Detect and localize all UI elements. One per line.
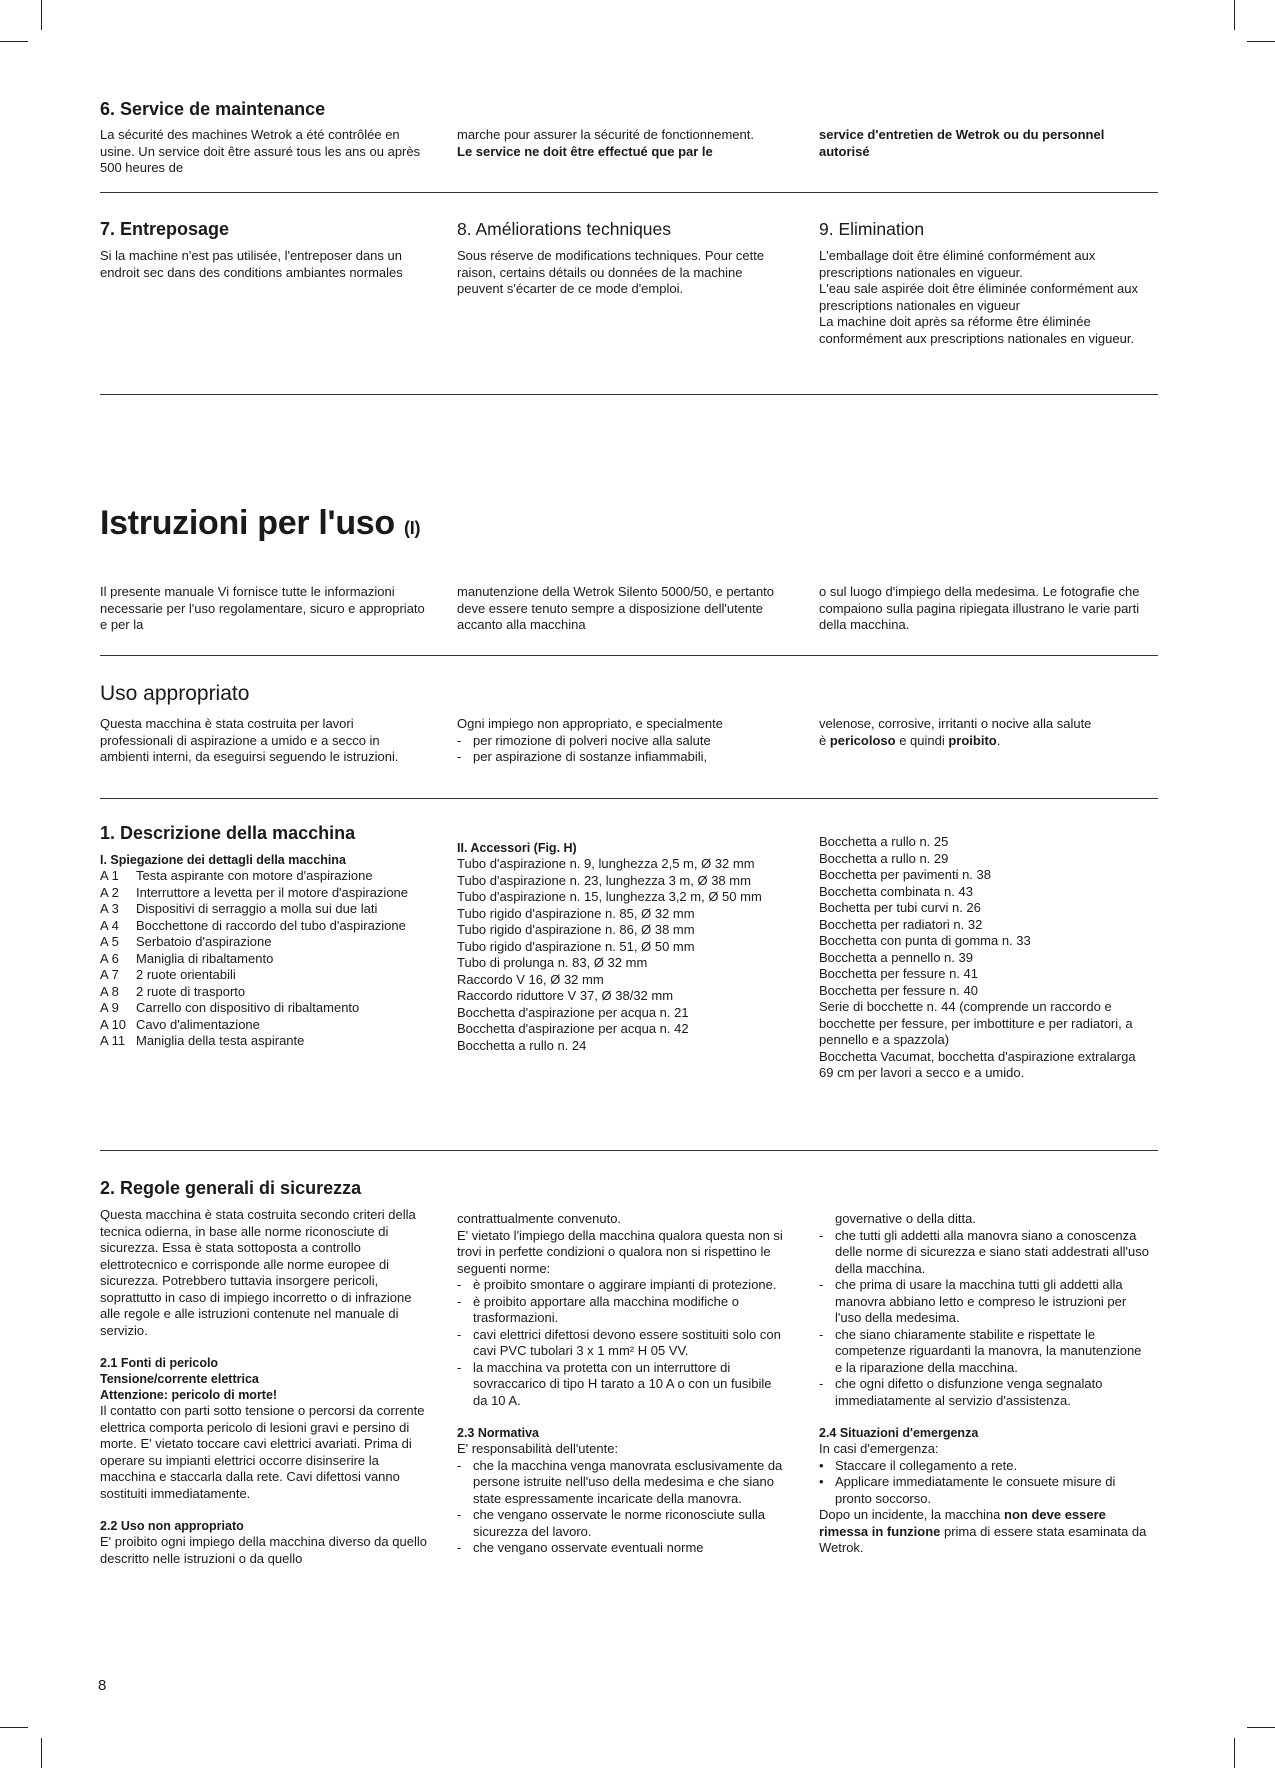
emphasis: proibito [948,732,997,748]
dash-list [457,1277,787,1409]
list-item [100,1000,430,1017]
accessory-item: Tubo rigido d'aspirazione n. 51, Ø 50 mm [457,938,695,954]
section-elimination [819,218,1149,347]
title-text: Istruzioni per l'uso [100,504,395,542]
paragraph: La sécurité des machines Wetrok a été contrôlée en usine. Un service doit être assuré tous les ans ou après 500 heures de [100,127,421,175]
accessory-item: Bocchetta a rullo n. 24 [457,1037,587,1053]
accessory-item: Bocchetta per radiatori n. 32 [819,916,983,932]
subsection-title: 2.3 Normativa [457,1426,539,1440]
text-run: . [996,732,1001,748]
paragraph: contrattualmente convenuto. [457,1211,622,1226]
divider [100,192,1158,193]
section-uso-appropriato [100,681,1158,764]
list-item: - è proibito smontare o aggirare impianti di protezione. [457,1277,787,1294]
paragraph [819,733,1149,750]
dash-list [457,1458,787,1557]
list-item: - è proibito apportare alla macchina modifiche o trasformazioni. [457,1294,787,1327]
accessory-item: Bochetta per tubi curvi n. 26 [819,900,981,915]
part-number: A 2 [100,884,119,900]
list-item: - che prima di usare la macchina tutti gli addetti alla manovra abbiano letto e compreso le istruzioni per l'uso della medesima. [819,1277,1149,1327]
accessory-item: Serie di bocchette n. 44 (comprende un raccordo e bocchette per fessure, per imbottiture e per radiatori, a pennello e a spazzola) [819,999,1133,1047]
accessory-item: Bocchetta a rullo n. 25 [819,834,949,849]
crop-mark [1234,1738,1235,1768]
accessory-item: Raccordo riduttore V 37, Ø 38/32 mm [457,988,674,1003]
emphasis: pericoloso [829,732,896,748]
paragraph: E' responsabilità dell'utente: [457,1441,619,1456]
accessory-item: Bocchetta per fessure n. 40 [819,982,978,998]
emphasis: non deve essere rimessa in funzione [819,1507,1106,1539]
list-item: - per aspirazione di sostanze infiammabili, [457,749,787,766]
section-title: 7. Entreposage [100,219,230,239]
paragraph: E' vietato l'impiego della macchina qualora questa non si trovi in perfette condizioni o qualora non si rispettino le seguenti norme: [457,1227,783,1276]
paragraph: Il presente manuale Vi fornisce tutte le informazioni necessarie per l'uso regolamentare, sicuro e appropriato e per la [100,584,425,632]
list-item: - che la macchina venga manovrata esclusivamente da persone istruite nell'uso della medesima e che siano state espressamente incaricate della manovra. [457,1458,787,1508]
bullet-list [819,1458,1149,1508]
paragraph: L'eau sale aspirée doit être éliminée conformément aux prescriptions nationales en vigueur [819,281,1138,313]
list-item [100,984,430,1001]
subsection-title: 2.4 Situazioni d'emergenza [819,1426,979,1440]
accessory-item: Bocchetta a rullo n. 29 [819,850,949,866]
subsection-title: 2.2 Uso non appropriato [100,1519,244,1533]
accessory-item: Tubo rigido d'aspirazione n. 86, Ø 38 mm [457,922,695,937]
section-service-maintenance [100,98,1158,175]
page-number: 8 [98,1677,107,1694]
paragraph: L'emballage doit être éliminé conformément aux prescriptions nationales en vigueur. [819,248,1096,280]
list-item: - per rimozione di polveri nocive alla salute [457,733,787,750]
section-title: 6. Service de maintenance [100,99,326,119]
accessory-item: Bocchetta combinata n. 43 [819,883,973,899]
paragraph: o sul luogo d'impiego della medesima. Le fotografie che compaiono sulla pagina ripiegata illustrano le varie parti della macchina. [819,584,1140,632]
part-text: Testa aspirante con motore d'aspirazione [136,868,373,883]
paragraph: marche pour assurer la sécurité de fonctionnement. [457,127,754,142]
subsection-title: 2.1 Fonti di pericolo [100,1356,219,1370]
list-item: - che tutti gli addetti alla manovra siano a conoscenza delle norme di sicurezza e siano stati addestrati all'uso della macchina. [819,1228,1149,1278]
list-item [100,868,430,885]
text-run: Dopo un incidente, la macchina [819,1507,1005,1522]
part-text: 2 ruote di trasporto [136,983,246,999]
paragraph-bold: service d'entretien de Wetrok ou du personnel autorisé [819,127,1105,159]
paragraph: velenose, corrosive, irritanti o nocive alla salute [819,716,1092,731]
paragraph: E' proibito ogni impiego della macchina diverso da quello descritto nelle istruzioni o da quello [100,1534,427,1566]
paragraph: governative o della ditta. [835,1211,976,1226]
accessory-item: Bocchetta d'aspirazione per acqua n. 42 [457,1021,689,1036]
accessory-item: Bocchetta con punta di gomma n. 33 [819,933,1031,948]
list-item: - che ogni difetto o disfunzione venga segnalato immediatamente al servizio d'assistenza. [819,1376,1149,1409]
list-item [100,1033,430,1050]
crop-mark [1247,1727,1275,1728]
page-title [100,504,420,543]
list-item [100,951,430,968]
paragraph: La machine doit après sa réforme être éliminée conformément aux prescriptions nationales en vigueur. [819,314,1135,346]
dash-list [457,733,787,766]
section-title: 8. Améliorations techniques [457,219,672,239]
list-item [100,918,430,935]
divider [100,655,1158,656]
section-entreposage [100,218,430,281]
paragraph: Si la machine n'est pas utilisée, l'entreposer dans un endroit sec dans des conditions ambiantes normales [100,248,403,280]
part-number: A 3 [100,901,119,916]
crop-mark [0,41,28,42]
crop-mark [1234,0,1235,30]
part-number: A 6 [100,950,119,966]
paragraph: manutenzione della Wetrok Silento 5000/50, e pertanto deve essere tenuto sempre a disposizione dell'utente accanto alla macchina [457,584,775,632]
parts-list [100,868,430,1050]
text-run: prima di essere stata esaminata da Wetrok. [819,1523,1147,1555]
section-ameliorations [457,218,787,298]
part-number: A 7 [100,967,119,982]
text-run: è [819,732,830,748]
section-title: 2. Regole generali di sicurezza [100,1178,362,1198]
part-text: Maniglia di ribaltamento [136,950,274,966]
part-text: Maniglia della testa aspirante [136,1033,305,1048]
paragraph-bold: Le service ne doit être effectué que par le [457,143,713,159]
divider [100,394,1158,395]
crop-mark [41,0,42,30]
part-number: A 4 [100,917,119,933]
list-item: • Applicare immediatamente le consuete misure di pronto soccorso. [819,1474,1149,1507]
part-text: Cavo d'alimentazione [136,1016,260,1032]
accessory-item: Tubo d'aspirazione n. 15, lunghezza 3,2 m, Ø 50 mm [457,889,762,904]
paragraph: Questa macchina è stata costruita per lavori professionali di aspirazione a umido e a secco in ambienti interni, da eseguirsi seguendo le istruzioni. [100,716,399,764]
divider [100,1150,1158,1151]
dash-list [819,1228,1149,1410]
subsection-title: I. Spiegazione dei dettagli della macchina [100,853,346,867]
subsection-title: II. Accessori (Fig. H) [457,841,577,855]
accessory-item: Tubo di prolunga n. 83, Ø 32 mm [457,955,648,970]
paragraph: Il contatto con parti sotto tensione o percorsi da corrente elettrica comporta pericolo di lesioni gravi e persino di morte. E' vietato toccare cavi elettrici avariati. Prima di operare su impianti elettrici occorre disinserire la macchina e staccarla dalla rete. Cavi difettosi vanno sostituiti immediatamente. [100,1403,425,1501]
crop-mark [41,1738,42,1768]
accessory-item: Bocchetta a pennello n. 39 [819,949,973,965]
warning-text: Attenzione: pericolo di morte! [100,1388,278,1402]
accessory-item: Bocchetta Vacumat, bocchetta d'aspirazione extralarga 69 cm per lavori a secco e a umido. [819,1048,1136,1080]
accessory-item: Raccordo V 16, Ø 32 mm [457,971,604,987]
paragraph: In casi d'emergenza: [819,1441,939,1456]
part-number: A 10 [100,1016,127,1032]
accessory-item: Tubo d'aspirazione n. 23, lunghezza 3 m, Ø 38 mm [457,872,751,888]
list-item [100,885,430,902]
list-item [100,934,430,951]
list-item: - la macchina va protetta con un interruttore di sovraccarico di tipo H tarato a 10 A o con un fusibile da 10 A. [457,1360,787,1410]
section-title: 1. Descrizione della macchina [100,823,356,843]
divider [100,798,1158,799]
list-item: - che siano chiaramente stabilite e rispettate le competenze riguardanti la manovra, la manutenzione e la riparazione della macchina. [819,1327,1149,1377]
text-run: e quindi [895,732,949,748]
part-text: Interruttore a levetta per il motore d'aspirazione [136,884,409,900]
crop-mark [0,1727,28,1728]
crop-mark [1247,41,1275,42]
list-item [100,1017,430,1034]
list-item: - che vengano osservate eventuali norme [457,1540,787,1557]
accessory-item: Tubo d'aspirazione n. 9, lunghezza 2,5 m, Ø 32 mm [457,856,755,871]
list-item [100,967,430,984]
part-text: Carrello con dispositivo di ribaltamento [136,1000,360,1015]
part-number: A 9 [100,1000,119,1015]
paragraph: Sous réserve de modifications techniques. Pour cette raison, certains détails ou données de la machine peuvent s'écarter de ce mode d'emploi. [457,248,765,296]
section-title: 9. Elimination [819,219,925,239]
list-item: - cavi elettrici difettosi devono essere sostituiti solo con cavi PVC tubolari 3 x 1 mm² H 05 VV. [457,1327,787,1360]
part-text: Serbatoio d'aspirazione [136,934,272,949]
list-item [100,901,430,918]
paragraph: Ogni impiego non appropriato, e specialmente [457,716,723,731]
part-text: Bocchettone di raccordo del tubo d'aspirazione [136,917,406,933]
part-number: A 1 [100,868,119,883]
part-number: A 5 [100,934,119,949]
language-tag: (I) [404,518,421,538]
list-item: • Staccare il collegamento a rete. [819,1458,1149,1475]
part-text: 2 ruote orientabili [136,967,236,982]
accessory-item: Tubo rigido d'aspirazione n. 85, Ø 32 mm [457,905,695,921]
accessory-item: Bocchetta per pavimenti n. 38 [819,867,991,882]
part-number: A 11 [100,1033,126,1048]
section-title: Uso appropriato [100,682,250,705]
accessory-item: Bocchetta d'aspirazione per acqua n. 21 [457,1004,689,1020]
accessory-item: Bocchetta per fessure n. 41 [819,966,978,981]
subsection-title: Tensione/corrente elettrica [100,1372,259,1386]
paragraph [819,1507,1149,1557]
part-text: Dispositivi di serraggio a molla sui due lati [136,901,378,916]
paragraph: Questa macchina è stata costruita secondo criteri della tecnica odierna, in base alle norme riconosciute di sicurezza. Essa è stata sottoposta a controllo elettrotecnico e corrisponde alle norme europee di sicurezza. Potrebbero tuttavia insorgere pericoli, soprattutto in caso di impiego incorretto o di infrazione alle regole e alle istruzioni contenute nel manuale di servizio. [100,1207,416,1338]
part-number: A 8 [100,983,119,999]
list-item: - che vengano osservate le norme riconosciute sulla sicurezza del lavoro. [457,1507,787,1540]
